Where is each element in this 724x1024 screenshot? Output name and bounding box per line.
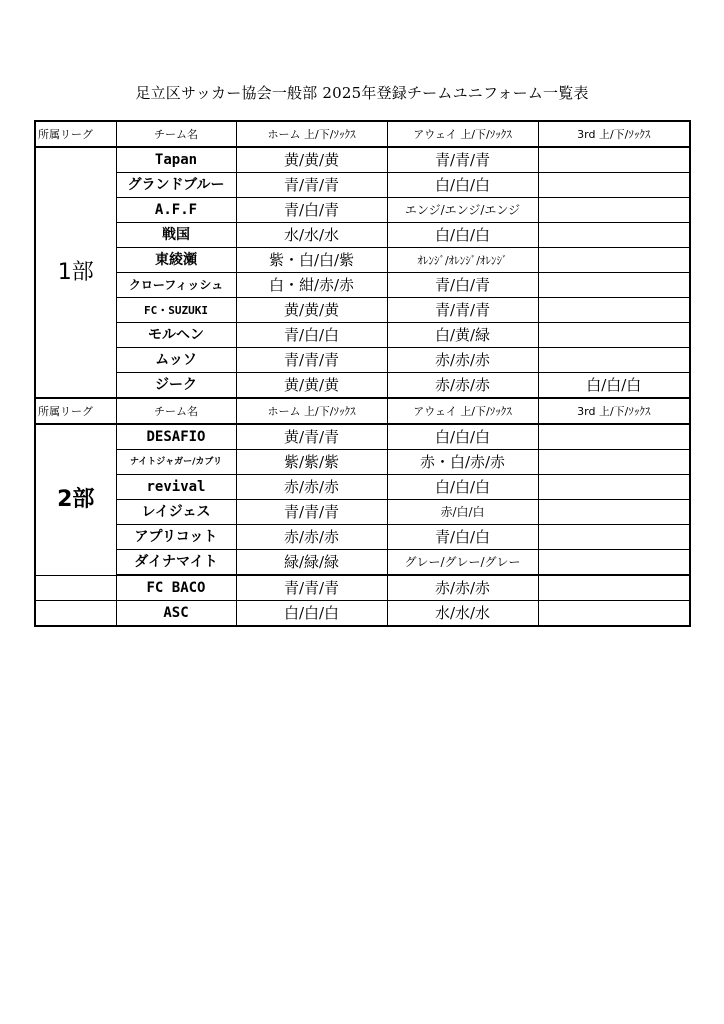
third-colors [538, 450, 690, 475]
away-colors: 白/白/白 [387, 173, 538, 198]
third-colors [538, 424, 690, 450]
team-name: クローフィッシュ [116, 273, 236, 298]
team-name: A.F.F [116, 198, 236, 223]
home-colors: 黄/黄/黄 [236, 373, 387, 399]
away-colors: 青/白/白 [387, 525, 538, 550]
away-colors: 赤/赤/赤 [387, 348, 538, 373]
away-colors: 青/青/青 [387, 298, 538, 323]
home-colors: 紫・白/白/紫 [236, 248, 387, 273]
division-empty-cell [35, 601, 116, 627]
home-colors: 青/青/青 [236, 500, 387, 525]
table-row [35, 475, 690, 500]
team-name: グランドブルー [116, 173, 236, 198]
team-name: DESAFIO [116, 424, 236, 450]
home-colors: 青/青/青 [236, 575, 387, 601]
home-colors: 黄/黄/黄 [236, 298, 387, 323]
home-colors: 白・紺/赤/赤 [236, 273, 387, 298]
away-colors: 水/水/水 [387, 601, 538, 627]
home-colors: 赤/赤/赤 [236, 475, 387, 500]
third-colors [538, 575, 690, 601]
header-home: ホーム 上/下/ｿｯｸｽ [236, 398, 387, 424]
away-colors: エンジ/エンジ/エンジ [387, 198, 538, 223]
header-third: 3rd 上/下/ｿｯｸｽ [538, 121, 690, 147]
table-header-row [35, 121, 690, 147]
table-row [35, 424, 690, 450]
team-name: ムッソ [116, 348, 236, 373]
table-row [35, 373, 690, 399]
table-row [35, 601, 690, 627]
table-row [35, 273, 690, 298]
header-away: アウェイ 上/下/ｿｯｸｽ [387, 121, 538, 147]
away-colors: 青/白/青 [387, 273, 538, 298]
table-row [35, 550, 690, 576]
team-name: FC・SUZUKI [116, 298, 236, 323]
third-colors: 白/白/白 [538, 373, 690, 399]
home-colors: 青/白/白 [236, 323, 387, 348]
third-colors [538, 147, 690, 173]
table-row [35, 223, 690, 248]
team-name: モルヘン [116, 323, 236, 348]
home-colors: 水/水/水 [236, 223, 387, 248]
division-1-label: 1部 [35, 147, 116, 398]
home-colors: 黄/黄/黄 [236, 147, 387, 173]
page-title: 足立区サッカー協会一般部 2025年登録チームユニフォーム一覧表 [135, 84, 589, 102]
header-team: チーム名 [116, 121, 236, 147]
away-colors: グレー/グレー/グレー [387, 550, 538, 576]
team-name: Tapan [116, 147, 236, 173]
third-colors [538, 323, 690, 348]
third-colors [538, 475, 690, 500]
away-colors: 赤・白/赤/赤 [387, 450, 538, 475]
away-colors: ｵﾚﾝｼﾞ/ｵﾚﾝｼﾞ/ｵﾚﾝｼﾞ [387, 248, 538, 273]
third-colors [538, 248, 690, 273]
team-name: FC BACO [116, 575, 236, 601]
header-league: 所属リーグ [35, 121, 116, 147]
header-home: ホーム 上/下/ｿｯｸｽ [236, 121, 387, 147]
table-header-row [35, 398, 690, 424]
home-colors: 赤/赤/赤 [236, 525, 387, 550]
third-colors [538, 550, 690, 576]
table-row [35, 323, 690, 348]
table-row [35, 198, 690, 223]
third-colors [538, 173, 690, 198]
header-team: チーム名 [116, 398, 236, 424]
header-third: 3rd 上/下/ｿｯｸｽ [538, 398, 690, 424]
away-colors: 赤/白/白 [387, 500, 538, 525]
home-colors: 紫/紫/紫 [236, 450, 387, 475]
header-league: 所属リーグ [35, 398, 116, 424]
away-colors: 白/白/白 [387, 223, 538, 248]
third-colors [538, 525, 690, 550]
team-name: ナイトジャガー/カブリ [116, 450, 236, 475]
home-colors: 青/青/青 [236, 348, 387, 373]
team-name: 東綾瀬 [116, 248, 236, 273]
table-row [35, 450, 690, 475]
away-colors: 青/青/青 [387, 147, 538, 173]
table-row [35, 348, 690, 373]
home-colors: 白/白/白 [236, 601, 387, 627]
home-colors: 青/青/青 [236, 173, 387, 198]
team-name: レイジェス [116, 500, 236, 525]
table-row [35, 500, 690, 525]
home-colors: 青/白/青 [236, 198, 387, 223]
away-colors: 白/白/白 [387, 424, 538, 450]
table-row [35, 575, 690, 601]
table-row [35, 248, 690, 273]
table-row [35, 525, 690, 550]
third-colors [538, 223, 690, 248]
third-colors [538, 348, 690, 373]
away-colors: 赤/赤/赤 [387, 373, 538, 399]
table-row [35, 147, 690, 173]
third-colors [538, 273, 690, 298]
home-colors: 黄/青/青 [236, 424, 387, 450]
third-colors [538, 198, 690, 223]
uniform-table [34, 120, 691, 627]
team-name: ジーク [116, 373, 236, 399]
team-name: 戦国 [116, 223, 236, 248]
away-colors: 赤/赤/赤 [387, 575, 538, 601]
division-2-label: 2部 [35, 424, 116, 575]
team-name: ダイナマイト [116, 550, 236, 576]
team-name: アプリコット [116, 525, 236, 550]
division-empty-cell [35, 575, 116, 601]
table-row [35, 298, 690, 323]
table-row [35, 173, 690, 198]
third-colors [538, 601, 690, 627]
away-colors: 白/黄/緑 [387, 323, 538, 348]
home-colors: 緑/緑/緑 [236, 550, 387, 576]
away-colors: 白/白/白 [387, 475, 538, 500]
team-name: ASC [116, 601, 236, 627]
third-colors [538, 500, 690, 525]
header-away: アウェイ 上/下/ｿｯｸｽ [387, 398, 538, 424]
team-name: revival [116, 475, 236, 500]
third-colors [538, 298, 690, 323]
